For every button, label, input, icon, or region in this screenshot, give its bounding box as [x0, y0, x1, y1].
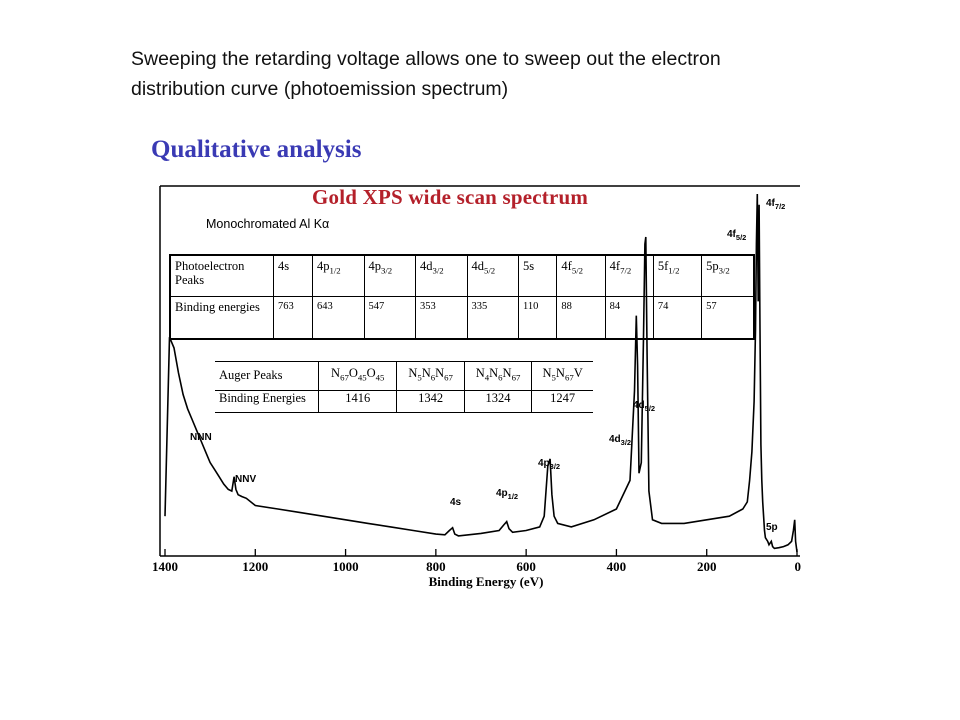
energy-cell: 57 — [702, 297, 754, 340]
slide-caption: Sweeping the retarding voltage allows one to sweep out the electron distribution curve (photoemission spectrum) — [131, 48, 721, 100]
slide-heading: Qualitative analysis — [151, 136, 362, 163]
peak-annotation-4p1-2: $4p_{1/2}$ — [496, 488, 519, 501]
peak-cell: $5f_{1/2}$ — [653, 255, 701, 297]
energy-cell: 335 — [467, 297, 519, 340]
peak-cell: $4p_{1/2}$ — [313, 255, 365, 297]
energies-row-label: Binding energies — [175, 300, 260, 314]
auger-transition-cell: $N_5N_{67}V$ — [532, 362, 593, 391]
x-tick-label: 0 — [794, 559, 801, 574]
energy-cell: 110 — [519, 297, 557, 340]
peak-annotation-4d3-2: $4d_{3/2}$ — [609, 434, 632, 447]
plot-title: Gold XPS wide scan spectrum — [312, 185, 589, 209]
plot-subtitle: Monochromated Al Kα — [206, 217, 330, 231]
auger-transition-cell: $N_4N_6N_{67}$ — [464, 362, 531, 391]
auger-energies-label: Binding Energies — [219, 390, 306, 405]
x-axis-ticks — [165, 549, 797, 556]
auger-energy-cell: 1324 — [464, 390, 531, 412]
energy-cell: 74 — [653, 297, 701, 340]
peaks-row-label: Photoelectron Peaks — [170, 255, 274, 297]
peaks-row — [170, 255, 754, 297]
peak-cell: $4f_{7/2}$ — [605, 255, 653, 297]
x-tick-label: 1200 — [242, 559, 269, 574]
energies-row — [170, 297, 754, 340]
peak-annotation-4f7-2: $4f_{7/2}$ — [766, 198, 786, 211]
x-tick-label: 1400 — [152, 559, 178, 574]
energy-cell: 763 — [274, 297, 313, 340]
peak-cell: 5s — [519, 255, 557, 297]
auger-energy-cell: 1342 — [397, 390, 464, 412]
energy-cell: 88 — [557, 297, 605, 340]
peak-cell: $4f_{5/2}$ — [557, 255, 605, 297]
energy-cell: 353 — [416, 297, 468, 340]
peak-annotation-5p: 5p — [766, 522, 778, 533]
peak-annotation-NNV: NNV — [235, 474, 257, 485]
peak-annotation-4f5-2: $4f_{5/2}$ — [727, 229, 747, 242]
auger-energy-cell: 1416 — [319, 390, 397, 412]
auger-transition-cell: $N_5N_6N_{67}$ — [397, 362, 464, 391]
auger-header-row — [215, 362, 593, 391]
peak-cell: $4p_{3/2}$ — [364, 255, 416, 297]
peak-cell: $4d_{5/2}$ — [467, 255, 519, 297]
peak-cell: $4d_{3/2}$ — [416, 255, 468, 297]
x-tick-label: 200 — [696, 559, 717, 574]
photoelectron-peaks-table — [169, 254, 755, 340]
x-tick-label: 400 — [606, 559, 627, 574]
auger-transition-cell: $N_{67}O_{45}O_{45}$ — [319, 362, 397, 391]
auger-row-label: Auger Peaks — [215, 362, 319, 391]
x-axis-tick-labels — [152, 559, 801, 574]
x-tick-label: 600 — [516, 559, 536, 574]
auger-peaks-table — [215, 361, 593, 413]
energy-cell: 547 — [364, 297, 416, 340]
peak-annotation-4s: 4s — [450, 497, 462, 508]
auger-energies-row — [215, 390, 593, 412]
peak-annotation-NNN: NNN — [190, 432, 212, 443]
x-tick-label: 800 — [426, 559, 446, 574]
peak-cell: $5p_{3/2}$ — [702, 255, 754, 297]
peak-cell: 4s — [274, 255, 313, 297]
peak-annotation-4d5-2: $4d_{5/2}$ — [633, 400, 656, 413]
x-axis-label: Binding Energy (eV) — [428, 574, 544, 589]
energy-cell: 84 — [605, 297, 653, 340]
energy-cell: 643 — [313, 297, 365, 340]
x-tick-label: 1000 — [332, 559, 359, 574]
peak-annotation-4p3-2: $4p_{3/2}$ — [538, 458, 561, 471]
auger-energy-cell: 1247 — [532, 390, 593, 412]
